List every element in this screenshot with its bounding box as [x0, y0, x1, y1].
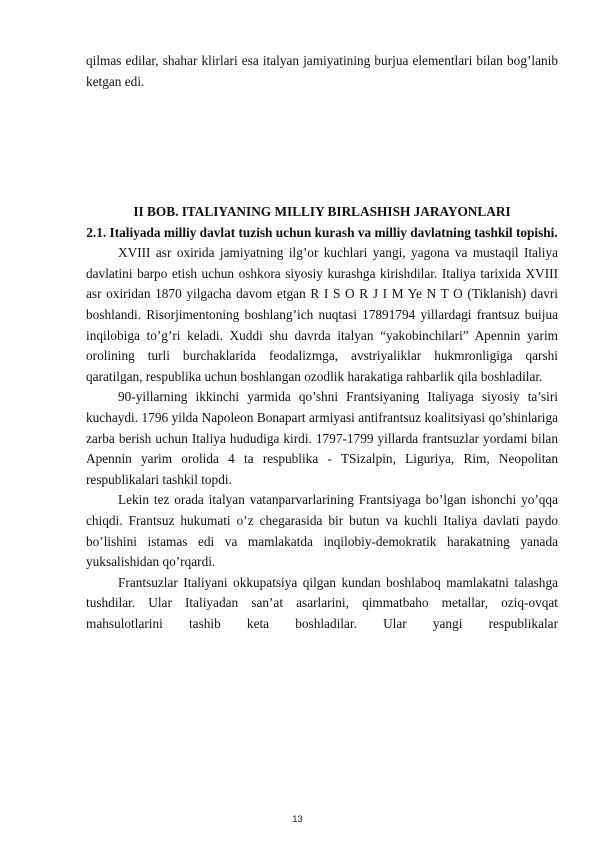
chapter-title: II BOB. ITALIYANING MILLIY BIRLASHISH JARAYONLARI: [133, 204, 511, 220]
intro-paragraph: qilmas edilar, shahar klirlari esa italyan jamiyatining burjua elementlari bilan bog’lanib ketgan edi.: [86, 53, 558, 89]
body-paragraph-1: XVIII asr oxirida jamiyatning ilg’or kuchlari yangi, yagona va mustaqil Italiya davlatini barpo etish uchun oshkora siyosiy kurashga kirishdilar. Italiya tarixida XVIII asr oxiridan 1870 yilgacha davom etgan R I S O R J I M Ye N T O (Tiklanish) davri boshlandi. Risorjimentoning boshlang’ich nuqtasi 17891794 yillardagi frantsuz buijua inqilobiga to’g’ri keladi. Xuddi shu davrda italyan “yakobinchilari” Apennin yarim orolining turli burchaklarida feodalizmga, avstriyaliklar hukmronligiga qarshi qaratilgan, respublika uchun boshlangan ozodlik harakatiga rahbarlik qila boshladilar.: [86, 245, 558, 384]
body-paragraph-2: 90-yillarning ikkinchi yarmida qo’shni Frantsiyaning Italiyaga siyosiy ta’siri kuchaydi. 1796 yilda Napoleon Bonapart armiyasi antifrantsuz koalitsiyasi qo’shinlariga zarba berish uchun Italiya hududiga kirdi. 1797-1799 yillarda frantsuzlar yordami bilan Apennin yarim orolida 4 ta respublika - TSizalpin, Liguriya, Rim, Neopolitan respublikalari tashkil topdi.: [86, 389, 558, 487]
section-title: 2.1. Italiyada milliy davlat tuzish uchun kurash va milliy davlatning tashkil topishi.: [86, 225, 558, 241]
document-page: [86, 51, 558, 634]
body-paragraph-3: Lekin tez orada italyan vatanparvarlarining Frantsiyaga bo’lgan ishonchi yo’qqa chiqdi. Frantsuz hukumati o’z chegarasida bir butun va kuchli Italiya davlati paydo bo’lishini istamas edi va mamlakatda inqilobiy-demokratik harakatning yanada yuksalishidan qo’rqardi.: [86, 492, 558, 570]
page-number: 13: [292, 814, 303, 825]
body-paragraph-4: Frantsuzlar Italiyani okkupatsiya qilgan kundan boshlaboq mamlakatni talashga tushdilar. Ular Italiyadan san’at asarlarini, qimmatbaho metallar, oziq-ovqat mahsulotlarini tashib keta boshladilar. Ular yangi respublikalar: [86, 574, 558, 631]
